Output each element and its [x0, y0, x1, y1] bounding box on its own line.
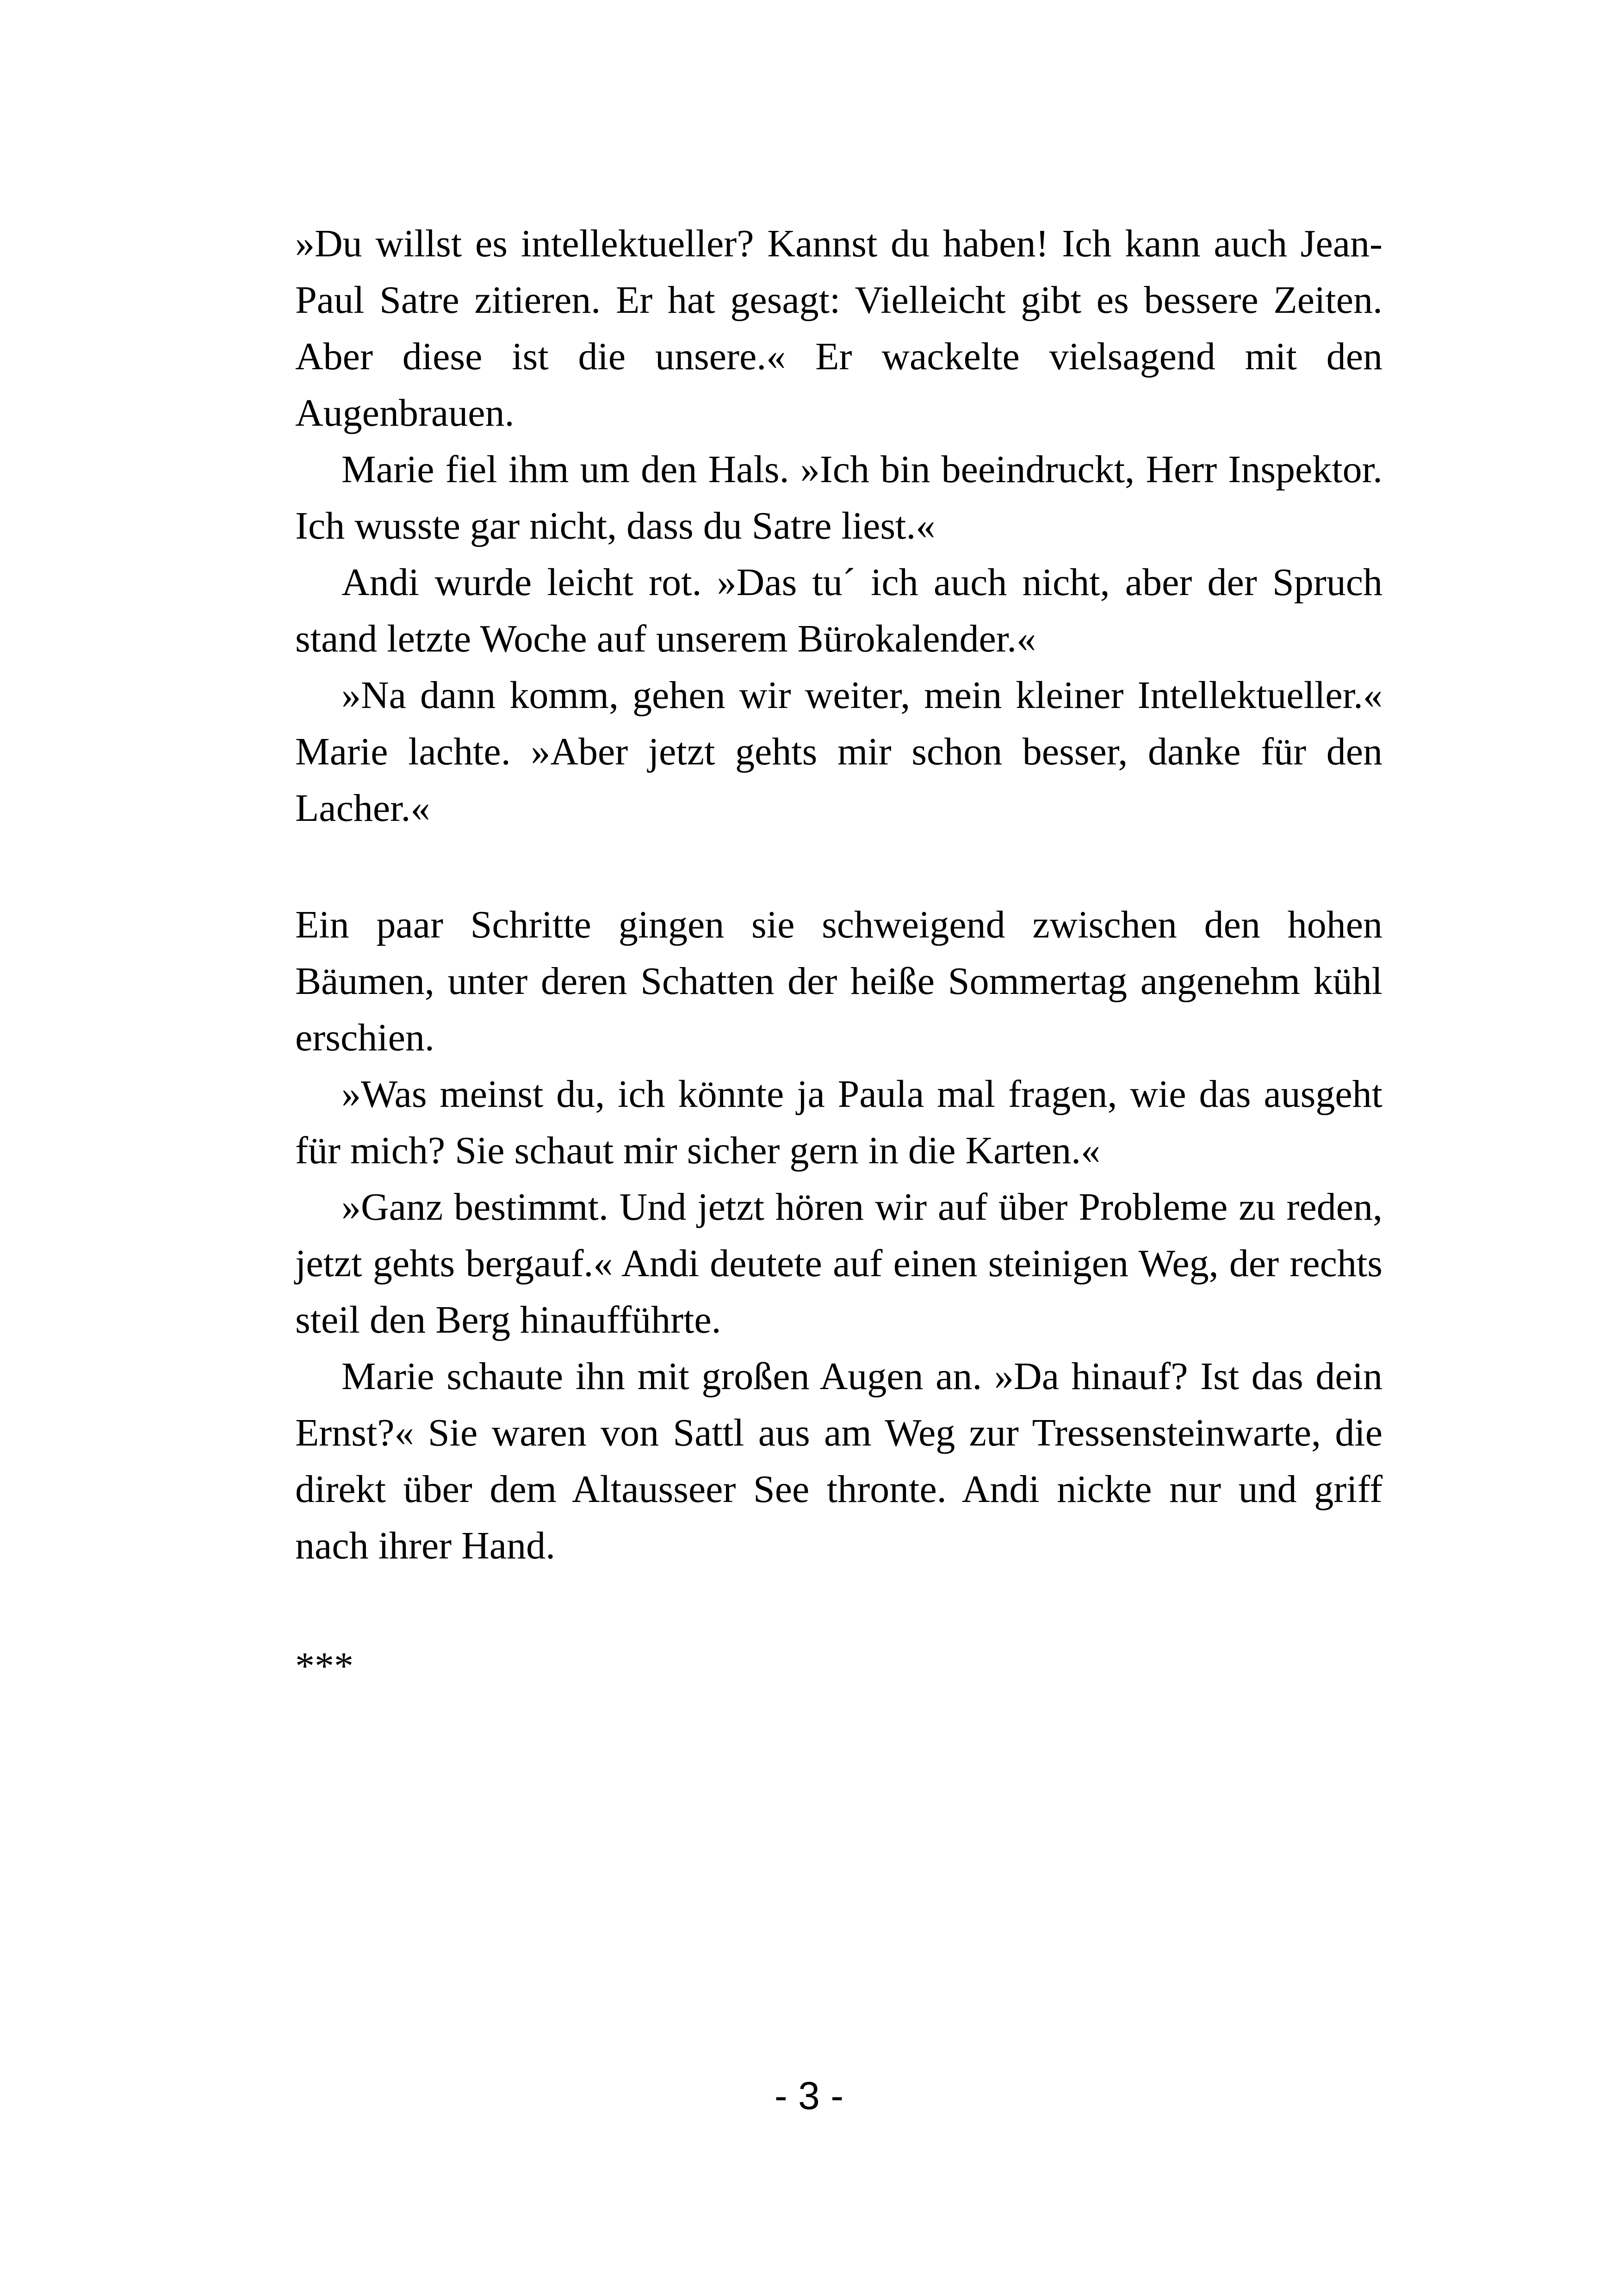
paragraph-2: Marie fiel ihm um den Hals. »Ich bin beeindruckt, Herr Inspektor. Ich wusste gar nicht, dass du Satre liest.« — [295, 448, 1382, 547]
text-section-1 — [295, 216, 1382, 837]
text-section-2 — [295, 897, 1382, 1574]
paragraph-8: Marie schaute ihn mit großen Augen an. »Da hinauf? Ist das dein Ernst?« Sie waren von Sattl aus am Weg zur Tressensteinwarte, die direkt über dem Altausseer See thronte. Andi nickte nur und griff nach ihrer Hand. — [295, 1355, 1382, 1567]
paragraph-6: »Was meinst du, ich könnte ja Paula mal fragen, wie das ausgeht für mich? Sie schaut mir sicher gern in die Karten.« — [295, 1073, 1382, 1172]
paragraph-7: »Ganz bestimmt. Und jetzt hören wir auf über Probleme zu reden, jetzt gehts bergauf.« Andi deutete auf einen steinigen Weg, der rechts steil den Berg hinaufführte. — [295, 1185, 1382, 1341]
paragraph-3: Andi wurde leicht rot. »Das tu´ ich auch nicht, aber der Spruch stand letzte Woche auf unserem Bürokalender.« — [295, 561, 1382, 660]
scene-separator: *** — [295, 1644, 353, 1688]
paragraph-4: »Na dann komm, gehen wir weiter, mein kleiner Intellektueller.« Marie lachte. »Aber jetzt gehts mir schon besser, danke für den Lacher.« — [295, 674, 1382, 830]
paragraph-1: »Du willst es intellektueller? Kannst du haben! Ich kann auch Jean-Paul Satre zitieren. Er hat gesagt: Vielleicht gibt es bessere Zeiten. Aber diese ist die unsere.« Er wackelte vielsagend mit den Augenbrauen. — [295, 222, 1382, 434]
paragraph-5: Ein paar Schritte gingen sie schweigend zwischen den hohen Bäumen, unter deren Schatten der heiße Sommertag angenehm kühl erschien. — [295, 903, 1382, 1059]
page-number: - 3 - — [774, 2074, 844, 2117]
